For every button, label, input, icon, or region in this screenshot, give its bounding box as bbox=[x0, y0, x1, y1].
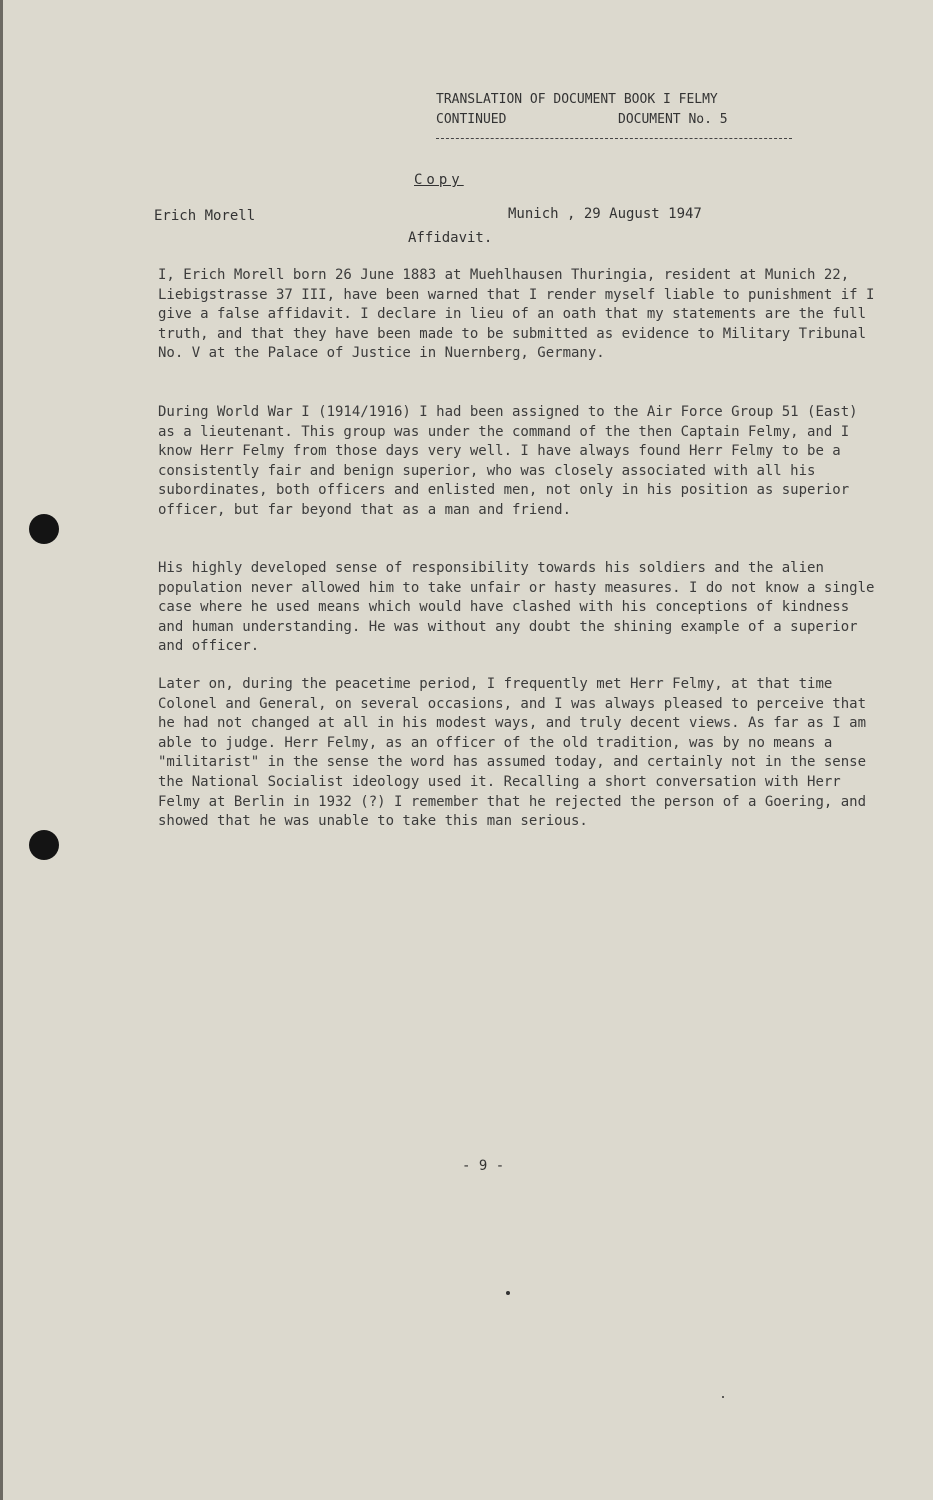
header-continued: CONTINUED bbox=[436, 112, 507, 127]
paragraph-world-war: During World War I (1914/1916) I had been assigned to the Air Force Group 51 (East) as a lieutenant. This group was under the command of the then Captain Felmy, and I know Herr Felmy from those days very well. I have always found Herr Felmy to be a consistently fair and benign superior, who was closely associated with all his subordinates, both officers and enlisted men, not only in his position as superior officer, but far beyond that as a man and friend. bbox=[158, 404, 858, 518]
page-number: - 9 - bbox=[462, 1158, 505, 1174]
header-document-number: DOCUMENT No. 5 bbox=[618, 112, 728, 127]
copy-label: Copy bbox=[414, 172, 464, 188]
paper-speck bbox=[506, 1291, 510, 1295]
paper-speck bbox=[722, 1396, 724, 1398]
place-date: Munich , 29 August 1947 bbox=[508, 206, 702, 222]
page-edge-shadow bbox=[0, 0, 3, 1500]
paragraph-peacetime: Later on, during the peacetime period, I frequently met Herr Felmy, at that time Colonel and General, on several occasions, and I was always pleased to perceive that he had not changed at all in his modest ways, and truly decent views. As far as I am able to judge. Herr Felmy, as an officer of the old tradition, was by no means a "militarist" in the sense the word has assumed today, and certainly not in the sense the National Socialist ideology used it. Recalling a short conversation with Herr Felmy at Berlin in 1932 (?) I remember that he rejected the person of a Goering, and showed that he was unable to take this man serious. bbox=[158, 676, 867, 830]
paragraph-oath: I, Erich Morell born 26 June 1883 at Muehlhausen Thuringia, resident at Munich 22, Liebigstrasse 37 III, have been warned that I render myself liable to punishment if I give a false affidavit. I declare in lieu of an oath that my statements are the full truth, and that they have been made to be submitted as evidence to Military Tribunal No. V at the Palace of Justice in Nuernberg, Germany. bbox=[158, 267, 875, 362]
author-name: Erich Morell bbox=[154, 208, 256, 224]
header-rule bbox=[436, 138, 792, 139]
punch-hole-upper bbox=[29, 514, 59, 544]
header-translation-line: TRANSLATION OF DOCUMENT BOOK I FELMY bbox=[436, 92, 718, 107]
punch-hole-lower bbox=[29, 830, 59, 860]
paragraph-responsibility: His highly developed sense of responsibility towards his soldiers and the alien population never allowed him to take unfair or hasty measures. I do not know a single case where he used means which would have clashed with his conceptions of kindness and human understanding. He was without any doubt the shining example of a superior and officer. bbox=[158, 560, 875, 655]
affidavit-title: Affidavit. bbox=[408, 230, 493, 246]
